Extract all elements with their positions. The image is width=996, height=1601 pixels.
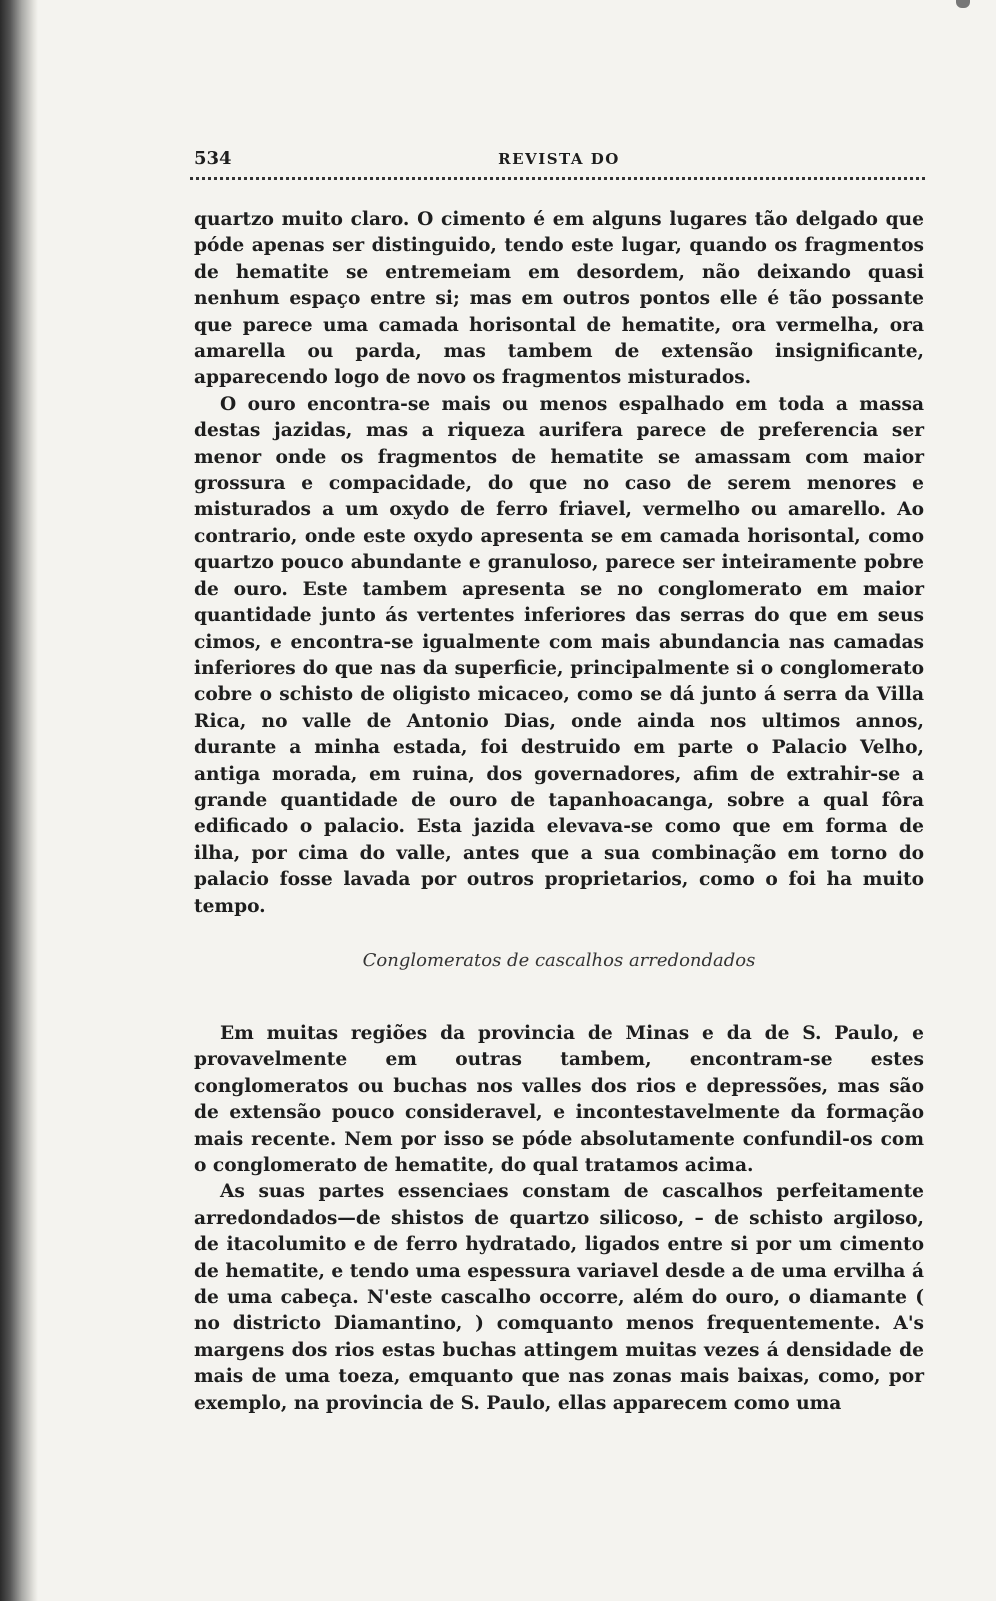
section-heading: Conglomeratos de cascalhos arredondados	[362, 950, 756, 971]
paragraph: Em muitas regiões da provincia de Minas e da de S. Paulo, e provavelmente em outras tambem, encontram-se estes conglomeratos ou buchas nos valles dos rios e depressões, mas são de extensão pouco consideravel, e incontestavelmente da formação mais recente. Nem por isso se póde absolutamente confundil-os com o conglomerato de hematite, do qual tratamos acima.	[194, 1023, 924, 1177]
paragraph: O ouro encontra-se mais ou menos espalhado em toda a massa destas jazidas, mas a riqueza aurifera parece de preferencia ser menor onde os fragmentos de hematite se amassam com maior grossura e compacidade, do que no caso de serem menores e misturados a um oxydo de ferro friavel, vermelho ou amarello. Ao contrario, onde este oxydo apresenta se em camada horisontal, como quartzo pouco abundante e granuloso, parece ser inteiramente pobre de ouro. Este tambem apresenta se no conglomerato em maior quantidade junto ás vertentes inferiores das serras do que em seus cimos, e encontra-se igualmente com mais abundancia nas camadas inferiores do que nas da superficie, principalmente si o conglomerato cobre o schisto de oligisto micaceo, como se dá junto á serra da Villa Rica, no valle de Antonio Dias, onde ainda nos ultimos annos, durante a minha estada, foi destruido em parte o Palacio Velho, antiga morada, em ruina, dos governadores, afim de extrahir-se a grande quantidade de ouro de tapanhoacanga, sobre a qual fôra edificado o palacio. Esta jazida elevava-se como que em forma de ilha, por cima do valle, antes que a sua combinação em torno do palacio fosse lavada por outros proprietarios, como o foi ha muito tempo.	[194, 393, 924, 917]
paragraph: As suas partes essenciaes constam de cascalhos perfeitamente arredondados—de shistos de quartzo silicoso, – de schisto argiloso, de itacolumito e de ferro hydratado, ligados entre si por um cimento de hematite, e tendo uma espessura variavel desde a de uma ervilha á de uma cabeça. N'este cascalho occorre, além do ouro, o diamante ( no districto Diamantino, ) comquanto menos frequentemente. A's margens dos rios estas buchas attingem muitas vezes á densidade de mais de uma toeza, emquanto que nas zonas mais baixas, como, por exemplo, na provincia de S. Paulo, ellas apparecem como uma	[194, 1181, 924, 1414]
scan-corner-mark	[956, 0, 970, 8]
running-head	[194, 148, 924, 172]
paragraph-continued: quartzo muito claro. O cimento é em alguns lugares tão delgado que póde apenas ser distinguido, tendo este lugar, quando os fragmentos de hematite se entremeiam em desordem, não deixando quasi nenhum espaço entre si; mas em outros pontos elle é tão possante que parece uma camada horisontal de hematite, ora vermelha, ora amarella ou parda, mas tambem de extensão insignificante, apparecendo logo de novo os fragmentos misturados.	[194, 209, 924, 389]
running-title: REVISTA DO	[498, 150, 620, 168]
body-text-block-2	[194, 1021, 924, 1417]
body-text-block-1	[194, 207, 924, 920]
scan-page-edge	[0, 0, 38, 1601]
page-number: 534	[194, 148, 232, 169]
header-rule	[190, 177, 925, 180]
